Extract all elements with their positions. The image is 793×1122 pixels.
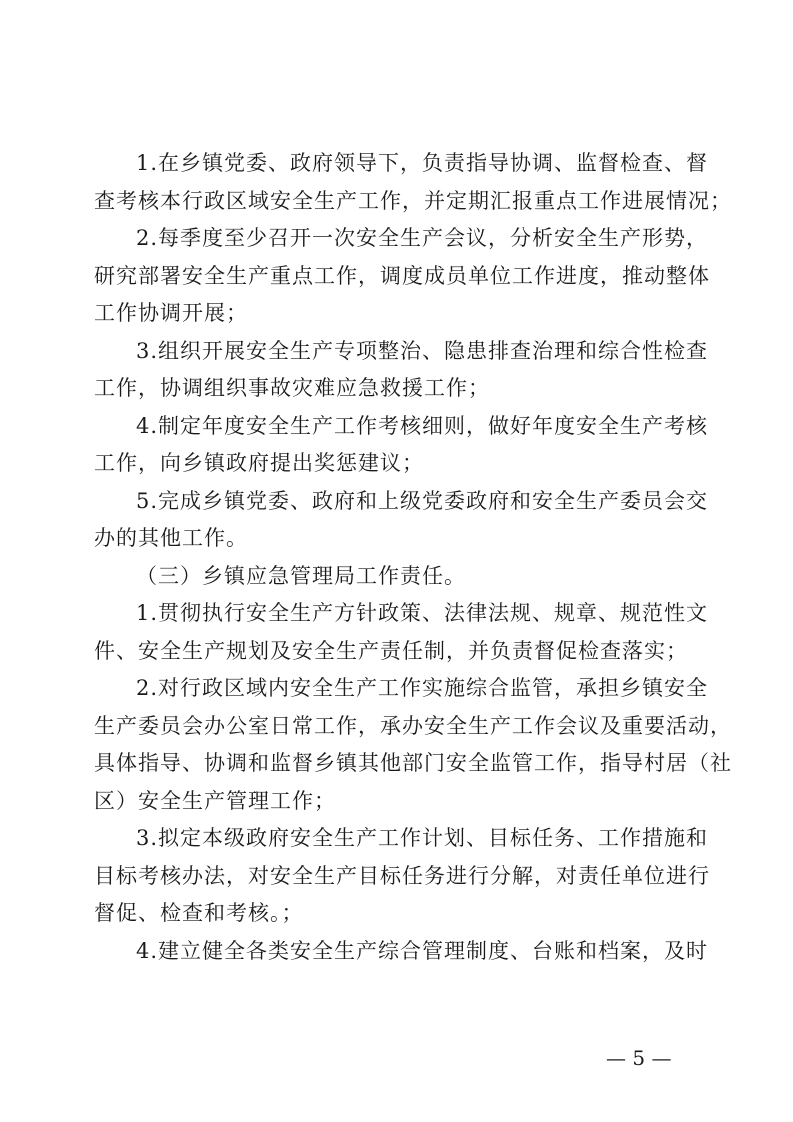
text-line: 2.每季度至少召开一次安全生产会议，分析安全生产形势， (136, 226, 709, 250)
text-line: 4.制定年度安全生产工作考核细则，做好年度安全生产考核 (136, 413, 709, 438)
text-line: 督促、检查和考核。； (94, 901, 304, 925)
text-line: 工作，向乡镇政府提出奖惩建议； (94, 451, 424, 475)
paragraph-1 (94, 145, 732, 220)
paragraph-3 (94, 333, 709, 408)
document-body (94, 145, 732, 970)
paragraph-4 (94, 408, 709, 483)
page-number: — 5 — (606, 1046, 672, 1070)
text-line: 3.拟定本级政府安全生产工作计划、目标任务、工作措施和 (136, 826, 709, 850)
text-line: 办的其他工作。 (94, 526, 248, 550)
text-line: 目标考核办法，对安全生产目标任务进行分解，对责任单位进行 (94, 863, 710, 888)
text-line: 件、安全生产规划及安全生产责任制，并负责督促检查落实； (94, 638, 688, 663)
paragraph-5 (94, 483, 709, 558)
paragraph-2 (94, 220, 710, 333)
text-line: 查考核本行政区域安全生产工作，并定期汇报重点工作进展情况； (94, 188, 732, 213)
text-line: 1.在乡镇党委、政府领导下，负责指导协调、监督检查、督 (136, 151, 709, 175)
text-line: 区）安全生产管理工作； (94, 788, 336, 813)
text-line: （三）乡镇应急管理局工作责任。 (136, 563, 466, 588)
text-line: 3.组织开展安全生产专项整治、隐患排查治理和综合性检查 (136, 338, 709, 363)
text-line: 工作协调开展； (94, 301, 248, 325)
paragraph-8 (94, 670, 732, 820)
text-line: 2.对行政区域内安全生产工作实施综合监管，承担乡镇安全 (136, 676, 709, 700)
text-line: 1.贯彻执行安全生产方针政策、法律法规、规章、规范性文 (136, 601, 709, 625)
text-line: 5.完成乡镇党委、政府和上级党委政府和安全生产委员会交 (136, 488, 709, 513)
paragraph-9 (94, 820, 710, 933)
paragraph-10 (94, 933, 709, 971)
section-heading (94, 558, 699, 596)
text-line: 具体指导、协调和监督乡镇其他部门安全监管工作，指导村居（社 (94, 751, 732, 775)
text-line: 研究部署安全生产重点工作，调度成员单位工作进度，推动整体 (94, 263, 710, 288)
text-line: 生产委员会办公室日常工作，承办安全生产工作会议及重要活动， (94, 713, 732, 738)
paragraph-7 (94, 595, 709, 670)
text-line: 工作，协调组织事故灾难应急救援工作； (94, 376, 490, 400)
text-line: 4.建立健全各类安全生产综合管理制度、台账和档案，及时 (136, 938, 709, 963)
